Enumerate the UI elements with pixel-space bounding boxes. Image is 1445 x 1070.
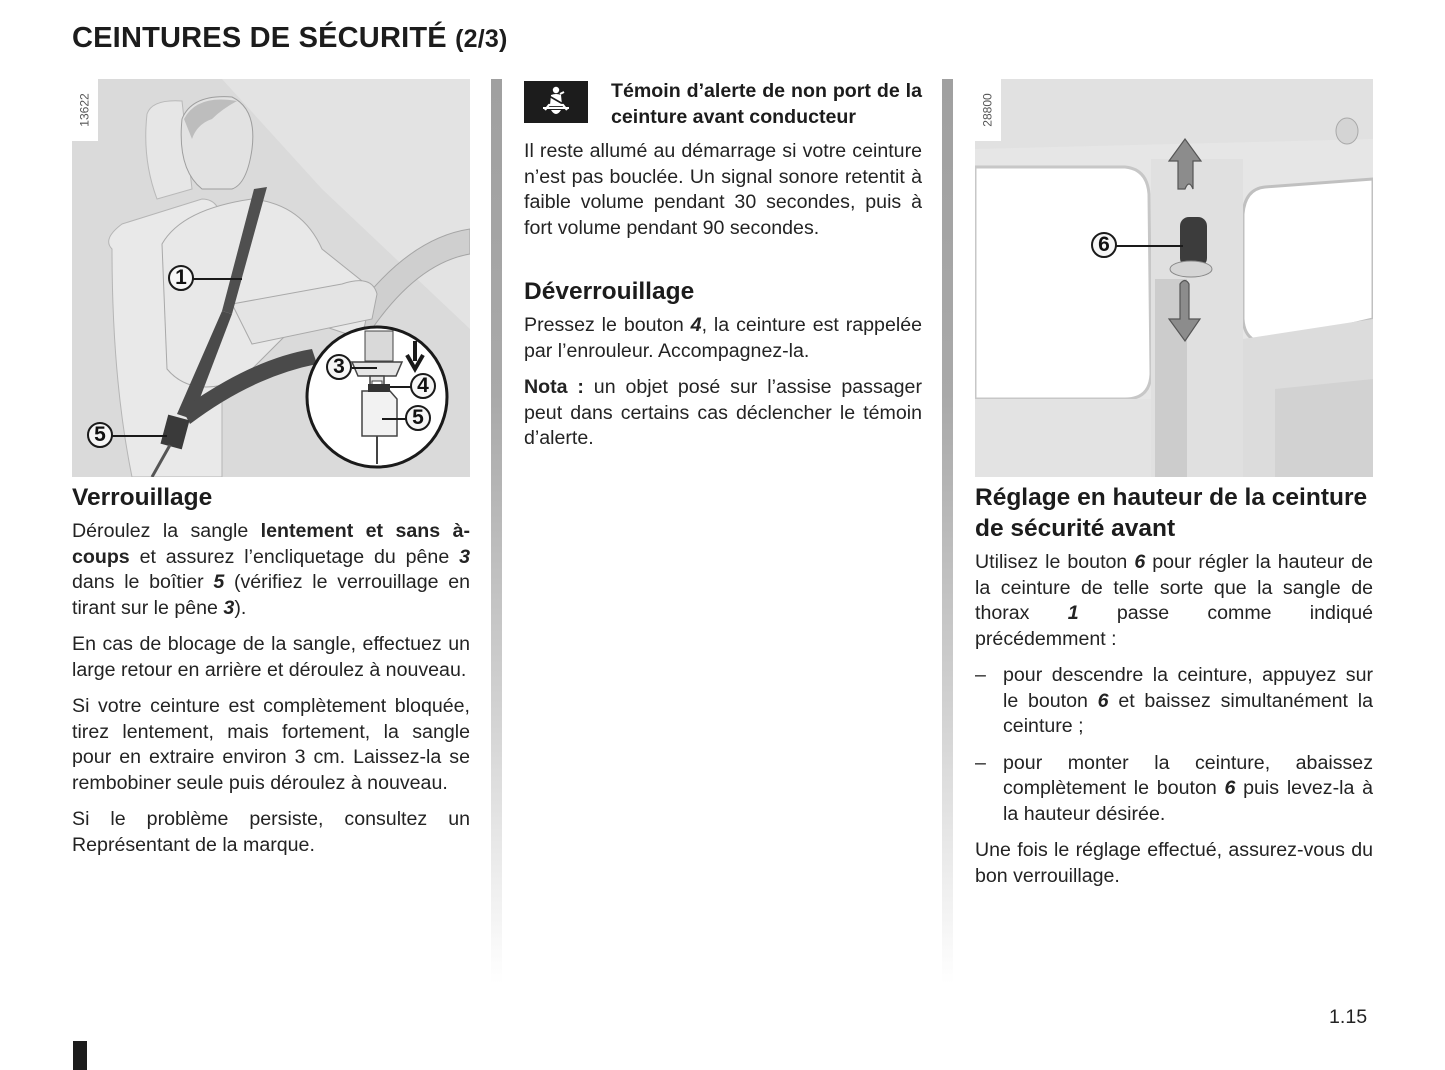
right-column [975, 79, 1373, 889]
seatbelt-driver-illustration [72, 79, 470, 477]
callout-1: 1 [168, 265, 194, 291]
callout-leader [1115, 245, 1183, 247]
page-number: 1.15 [1329, 1006, 1368, 1028]
height-adjustment-steps [975, 663, 1373, 827]
deverrouillage-text [524, 313, 922, 452]
paragraph-height-intro: Utilisez le bouton 6 pour régler la hauteur de la ceinture de telle sorte que la sangle de thorax 1 passe comme indiqué précédemment : [975, 551, 1374, 650]
figure-id-label: 28800 [975, 79, 1001, 141]
figure-id-label: 13622 [72, 79, 98, 141]
middle-column [524, 79, 922, 452]
paragraph-persisting-problem: Si le problème persiste, consultez un Représentant de la marque. [72, 808, 470, 856]
heading-height-adjustment: Réglage en hauteur de la ceinture de sécurité avant [975, 484, 1368, 542]
paragraph-blocked-strap: En cas de blocage de la sangle, effectuez un large retour en arrière et déroulez à nouveau. [72, 633, 470, 681]
verrouillage-text [72, 519, 470, 858]
callout-leader [352, 367, 377, 369]
paragraph-note: Nota : un objet posé sur l’assise passager peut dans certains cas déclencher le témoin d’alerte. [524, 376, 922, 449]
paragraph-unlock: Pressez le bouton 4, la ceinture est rappelée par l’enrouleur. Accompagnez-la. [524, 314, 922, 362]
list-item-raise-belt: – pour monter la ceinture, abaissez complètement le bouton 6 puis levez-la à la hauteur désirée. [975, 751, 1373, 825]
belt-height-adjuster-illustration [975, 79, 1373, 477]
callout-leader [390, 386, 412, 388]
paragraph-locking-instructions: Déroulez la sangle lentement et sans à-coups et assurez l’encliquetage du pêne 3 dans le boîtier 5 (vérifiez le verrouillage en tirant sur le pêne 3). [72, 520, 470, 619]
callout-leader [192, 278, 242, 280]
paragraph-fully-blocked: Si votre ceinture est complètement bloquée, tirez lentement, mais fortement, la sangle pour en extraire environ 3 cm. Laissez-la se rembobiner seule puis déroulez à nouveau. [72, 695, 470, 794]
left-column [72, 79, 470, 858]
warning-light-description: Il reste allumé au démarrage si votre ceinture n’est pas bouclée. Un signal sonore retentit à faible volume pendant 30 secondes, puis à fort volume pendant 90 secondes. [524, 140, 922, 239]
callout-leader [382, 418, 407, 420]
column-divider-right [942, 79, 953, 984]
callout-4: 4 [410, 373, 436, 399]
paragraph-closing: Une fois le réglage effectué, assurez-vous du bon verrouillage. [975, 839, 1373, 887]
callout-3: 3 [326, 354, 352, 380]
list-item-lower-belt: – pour descendre la ceinture, appuyez sur le bouton 6 et baissez simultanément la ceinture ; [975, 664, 1373, 737]
chapter-edge-marker [73, 1041, 87, 1070]
seatbelt-warning-icon [524, 81, 588, 123]
heading-verrouillage: Verrouillage [72, 484, 213, 511]
callout-5: 5 [87, 422, 113, 448]
warning-light-header [524, 79, 922, 130]
height-adjustment-text [975, 550, 1373, 889]
page-title-text: CEINTURES DE SÉCURITÉ [72, 22, 447, 54]
callout-leader [112, 435, 167, 437]
column-divider-left [491, 79, 502, 984]
height-adjuster-drawing [975, 79, 1373, 477]
warning-light-title: Témoin d’alerte de non port de la ceinture avant conducteur [611, 80, 922, 128]
page-title [72, 22, 507, 55]
page-title-part: (2/3) [455, 25, 508, 53]
heading-deverrouillage: Déverrouillage [524, 278, 695, 305]
callout-5-inset: 5 [405, 405, 431, 431]
callout-6: 6 [1091, 232, 1117, 258]
